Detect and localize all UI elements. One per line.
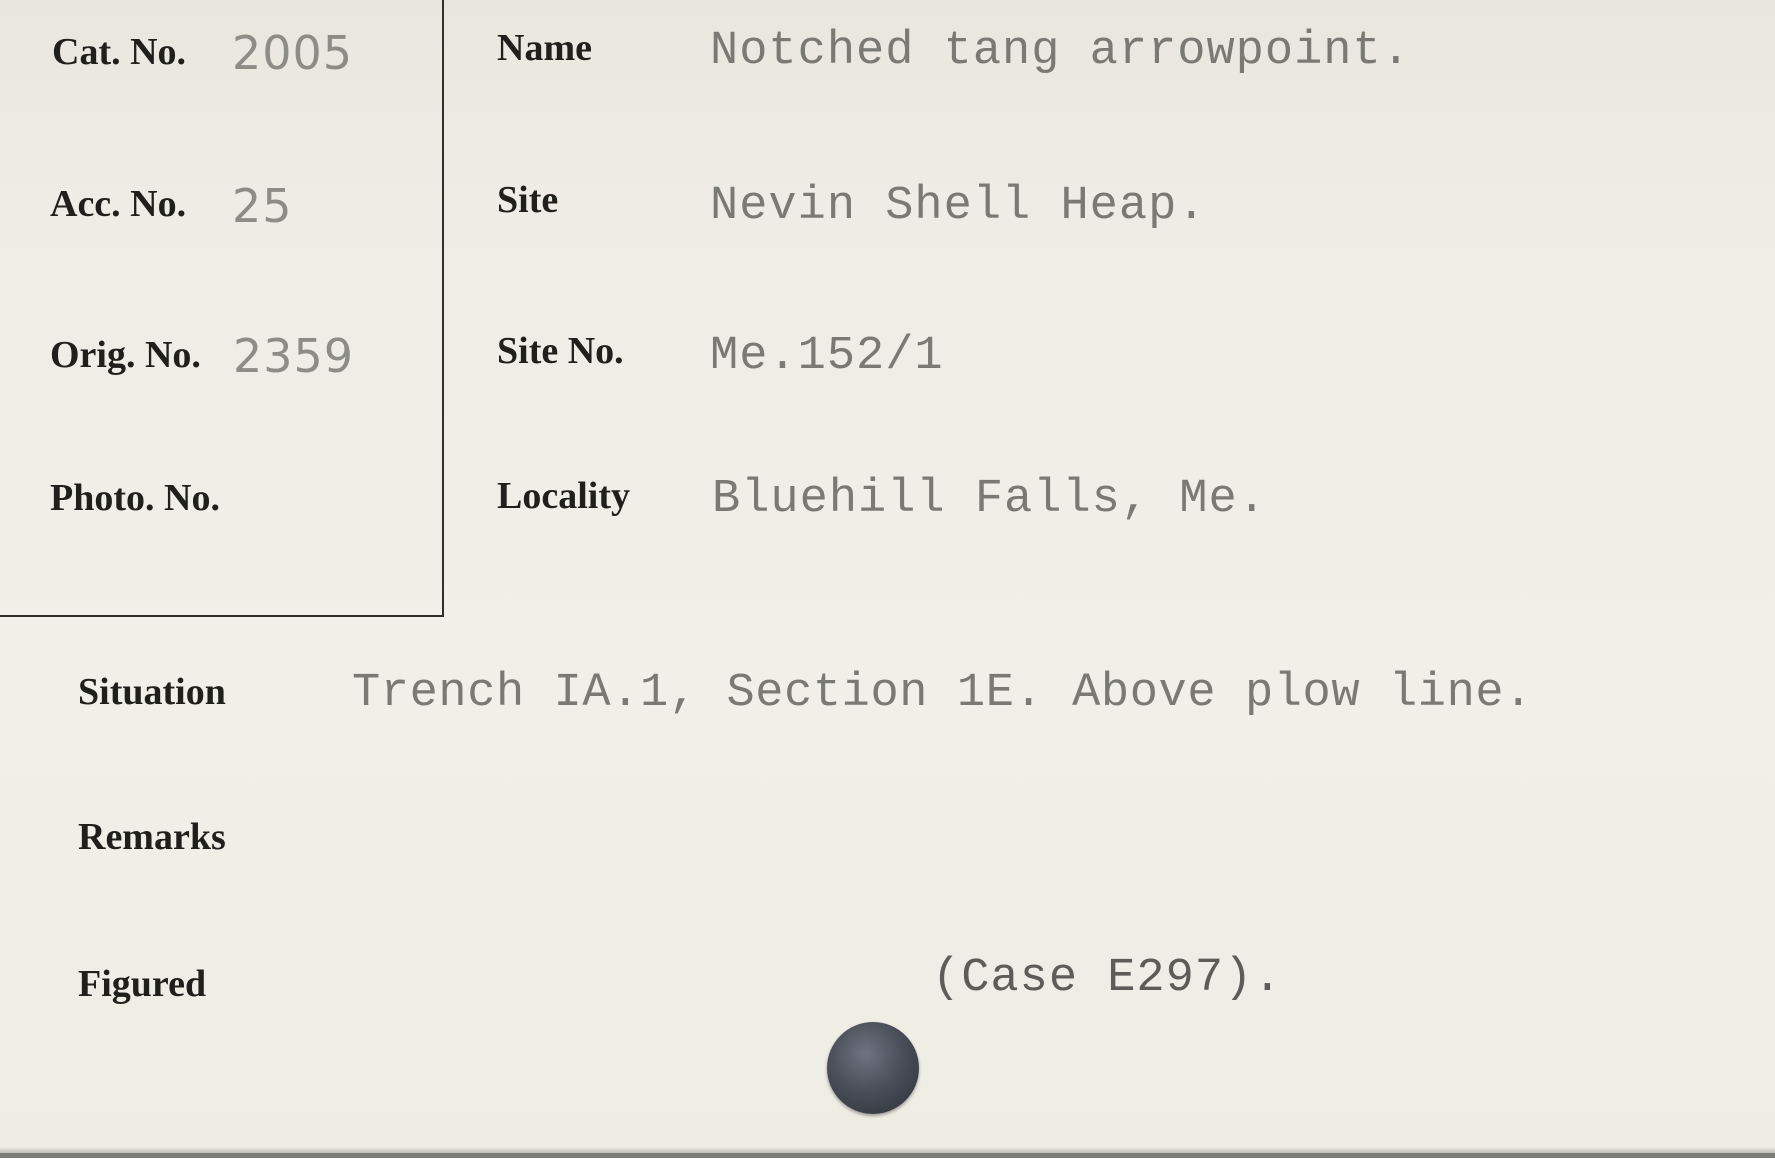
cat-no-value: 2005 <box>232 26 354 80</box>
id-numbers-box <box>0 0 444 617</box>
photo-no-label: Photo. No. <box>50 477 220 519</box>
cat-no-label: Cat. No. <box>52 31 187 73</box>
punch-hole <box>827 1022 919 1114</box>
situation-label: Situation <box>78 671 226 713</box>
case-note: (Case E297). <box>932 952 1283 1005</box>
site-no-label: Site No. <box>497 330 624 372</box>
name-label: Name <box>497 27 592 69</box>
site-no-value: Me.152/1 <box>710 330 944 383</box>
orig-no-label: Orig. No. <box>50 334 201 376</box>
locality-label: Locality <box>497 475 630 517</box>
acc-no-value: 25 <box>232 179 293 233</box>
name-value: Notched tang arrowpoint. <box>710 25 1411 78</box>
orig-no-value: 2359 <box>233 329 355 383</box>
figured-label: Figured <box>78 963 207 1005</box>
locality-value: Bluehill Falls, Me. <box>712 473 1267 526</box>
situation-value: Trench IA.1, Section 1E. Above plow line. <box>352 667 1533 720</box>
acc-no-label: Acc. No. <box>50 183 187 225</box>
remarks-label: Remarks <box>78 816 226 858</box>
site-label: Site <box>497 179 559 221</box>
site-value: Nevin Shell Heap. <box>710 180 1207 233</box>
